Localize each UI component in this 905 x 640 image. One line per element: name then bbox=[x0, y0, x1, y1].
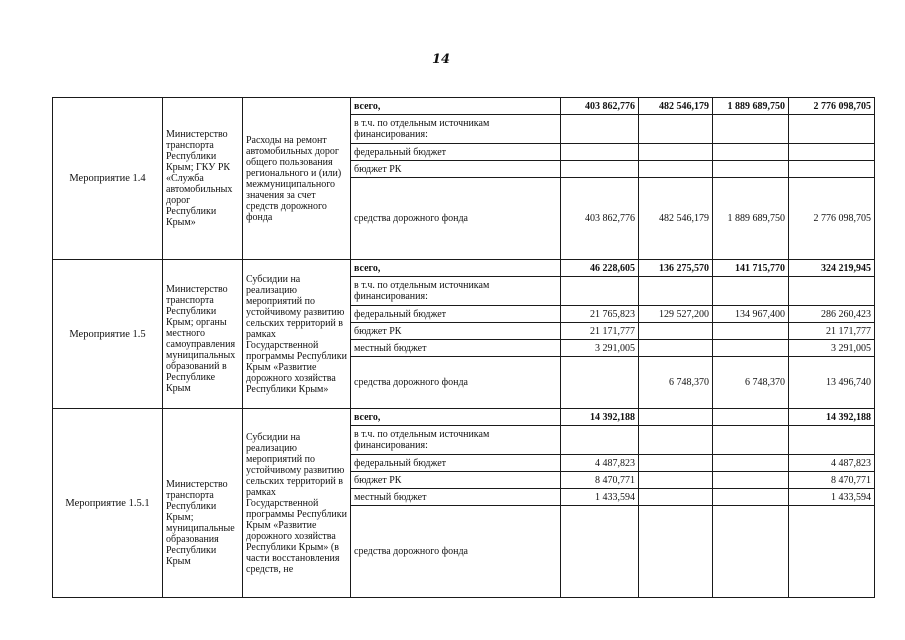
budget-table bbox=[52, 97, 875, 598]
value-cell bbox=[789, 115, 875, 144]
value-cell: 14 392,188 bbox=[561, 409, 639, 426]
value-cell: 482 546,179 bbox=[639, 178, 713, 260]
value-cell bbox=[561, 357, 639, 409]
page-number: 14 bbox=[432, 52, 451, 67]
value-cell: 129 527,200 bbox=[639, 306, 713, 323]
source-cell: федеральный бюджет bbox=[351, 455, 561, 472]
value-cell bbox=[789, 426, 875, 455]
source-cell: местный бюджет bbox=[351, 489, 561, 506]
source-cell: средства дорожного фонда bbox=[351, 506, 561, 598]
value-cell: 403 862,776 bbox=[561, 98, 639, 115]
value-cell: 482 546,179 bbox=[639, 98, 713, 115]
source-cell: всего, bbox=[351, 409, 561, 426]
value-cell: 21 765,823 bbox=[561, 306, 639, 323]
value-cell bbox=[713, 277, 789, 306]
value-cell: 21 171,777 bbox=[789, 323, 875, 340]
value-cell: 1 433,594 bbox=[561, 489, 639, 506]
value-cell: 134 967,400 bbox=[713, 306, 789, 323]
value-cell: 3 291,005 bbox=[561, 340, 639, 357]
value-cell bbox=[639, 472, 713, 489]
value-cell: 8 470,771 bbox=[789, 472, 875, 489]
value-cell: 4 487,823 bbox=[561, 455, 639, 472]
value-cell bbox=[639, 323, 713, 340]
value-cell: 14 392,188 bbox=[789, 409, 875, 426]
table-row bbox=[53, 98, 875, 115]
purpose-cell: Субсидии на реализацию мероприятий по устойчивому развитию сельских территорий в рамках Государственной программы Республики Крым «Развитие дорожного хозяйства Республики Крым» bbox=[243, 260, 351, 409]
value-cell bbox=[713, 323, 789, 340]
value-cell: 46 228,605 bbox=[561, 260, 639, 277]
value-cell bbox=[639, 489, 713, 506]
value-cell bbox=[639, 409, 713, 426]
source-cell: бюджет РК bbox=[351, 323, 561, 340]
value-cell bbox=[561, 277, 639, 306]
source-cell: местный бюджет bbox=[351, 340, 561, 357]
source-cell: бюджет РК bbox=[351, 161, 561, 178]
value-cell: 21 171,777 bbox=[561, 323, 639, 340]
value-cell bbox=[713, 340, 789, 357]
value-cell bbox=[713, 455, 789, 472]
executor-cell: Министерство транспорта Республики Крым; ГКУ РК «Служба автомобильных дорог Республики Крым» bbox=[163, 98, 243, 260]
value-cell: 13 496,740 bbox=[789, 357, 875, 409]
value-cell: 6 748,370 bbox=[713, 357, 789, 409]
executor-cell: Министерство транспорта Республики Крым; муниципальные образования Республики Крым bbox=[163, 409, 243, 598]
value-cell bbox=[561, 144, 639, 161]
value-cell bbox=[561, 426, 639, 455]
source-cell: в т.ч. по отдельным источникам финансирования: bbox=[351, 277, 561, 306]
source-cell: бюджет РК bbox=[351, 472, 561, 489]
value-cell: 141 715,770 bbox=[713, 260, 789, 277]
value-cell: 403 862,776 bbox=[561, 178, 639, 260]
measure-cell: Мероприятие 1.5 bbox=[53, 260, 163, 409]
value-cell bbox=[561, 506, 639, 598]
value-cell bbox=[713, 115, 789, 144]
value-cell: 8 470,771 bbox=[561, 472, 639, 489]
value-cell: 1 433,594 bbox=[789, 489, 875, 506]
measure-cell: Мероприятие 1.4 bbox=[53, 98, 163, 260]
value-cell: 2 776 098,705 bbox=[789, 98, 875, 115]
value-cell bbox=[639, 277, 713, 306]
value-cell: 136 275,570 bbox=[639, 260, 713, 277]
value-cell bbox=[789, 506, 875, 598]
value-cell bbox=[561, 161, 639, 178]
value-cell bbox=[561, 115, 639, 144]
source-cell: федеральный бюджет bbox=[351, 144, 561, 161]
value-cell bbox=[713, 409, 789, 426]
measure-cell: Мероприятие 1.5.1 bbox=[53, 409, 163, 598]
table-row bbox=[53, 260, 875, 277]
value-cell: 1 889 689,750 bbox=[713, 98, 789, 115]
value-cell bbox=[713, 426, 789, 455]
value-cell bbox=[639, 115, 713, 144]
value-cell bbox=[639, 506, 713, 598]
source-cell: в т.ч. по отдельным источникам финансирования: bbox=[351, 426, 561, 455]
source-cell: федеральный бюджет bbox=[351, 306, 561, 323]
value-cell bbox=[713, 144, 789, 161]
value-cell: 1 889 689,750 bbox=[713, 178, 789, 260]
value-cell bbox=[639, 144, 713, 161]
value-cell bbox=[789, 144, 875, 161]
value-cell bbox=[789, 277, 875, 306]
value-cell: 2 776 098,705 bbox=[789, 178, 875, 260]
source-cell: средства дорожного фонда bbox=[351, 357, 561, 409]
value-cell bbox=[789, 161, 875, 178]
value-cell bbox=[639, 340, 713, 357]
executor-cell: Министерство транспорта Республики Крым; органы местного самоуправления муниципальных образований в Республике Крым bbox=[163, 260, 243, 409]
purpose-cell: Расходы на ремонт автомобильных дорог общего пользования регионального и (или) межмуниципального значения за счет средств дорожного фонда bbox=[243, 98, 351, 260]
value-cell: 3 291,005 bbox=[789, 340, 875, 357]
value-cell: 4 487,823 bbox=[789, 455, 875, 472]
value-cell: 286 260,423 bbox=[789, 306, 875, 323]
value-cell bbox=[639, 455, 713, 472]
value-cell bbox=[639, 161, 713, 178]
source-cell: средства дорожного фонда bbox=[351, 178, 561, 260]
table-row bbox=[53, 409, 875, 426]
source-cell: всего, bbox=[351, 260, 561, 277]
value-cell bbox=[713, 489, 789, 506]
purpose-cell: Субсидии на реализацию мероприятий по устойчивому развитию сельских территорий в рамках Государственной программы Республики Крым «Развитие дорожного хозяйства Республики Крым» (в части восстановления средств, не bbox=[243, 409, 351, 598]
value-cell bbox=[713, 472, 789, 489]
value-cell bbox=[713, 506, 789, 598]
value-cell: 6 748,370 bbox=[639, 357, 713, 409]
source-cell: всего, bbox=[351, 98, 561, 115]
value-cell bbox=[713, 161, 789, 178]
value-cell: 324 219,945 bbox=[789, 260, 875, 277]
source-cell: в т.ч. по отдельным источникам финансирования: bbox=[351, 115, 561, 144]
value-cell bbox=[639, 426, 713, 455]
